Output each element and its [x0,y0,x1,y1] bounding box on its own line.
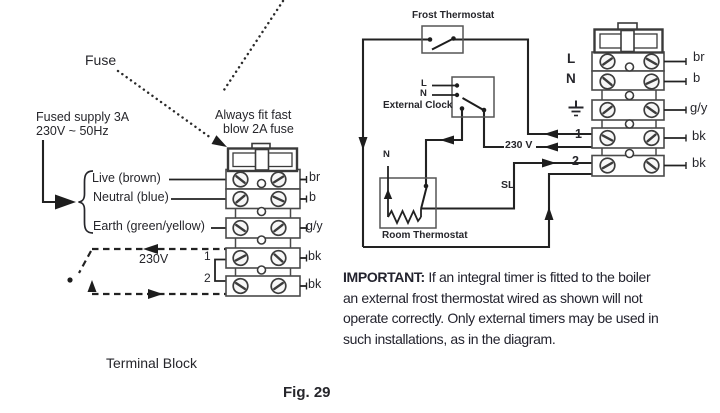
left-code-gy: g/y [306,219,323,233]
terminal-block-caption: Terminal Block [106,355,198,371]
contact-dot [460,106,465,111]
clock-live-label: L [421,78,427,89]
room-thermostat-box [380,166,436,228]
mount-hole [626,120,634,128]
supply-label-line1: Fused supply 3A [36,110,130,124]
external-clock-label: External Clock [383,100,453,111]
earth-symbol-icon [569,101,584,116]
fuse-callout-label: Fuse [85,52,117,68]
terminal-live-label: L [567,51,576,66]
important-note-label: IMPORTANT: [343,269,425,285]
flow-arrow-up [545,207,554,220]
right-wire-stubs [664,58,686,169]
dashed-switch-lever [79,251,91,273]
outer-loop-left [363,40,430,248]
right-code-gy: g/y [690,100,708,115]
supply-feed [43,140,93,233]
resistor-icon [388,211,421,223]
contact-dot [424,184,429,189]
contact-dot [428,37,433,42]
flow-arrow-left-2 [440,136,454,145]
switched-live-label: SL [501,179,515,191]
important-note-line1: IMPORTANT: If an integral timer is fitted to the boiler [343,269,651,285]
left-code-bk1: bk [308,249,322,263]
right-terminal1-label: 1 [575,127,582,141]
fuse-arrowhead [212,135,228,147]
figure-caption: Fig. 29 [283,384,331,401]
dashed-arrow-right [148,289,163,299]
supply-wire [43,140,55,202]
important-note-line2: an external frost thermostat wired as shown will not [343,289,643,306]
dashed-arrow-up [88,280,97,292]
right-code-br: br [693,49,705,64]
flow-arrow-right [542,159,556,168]
clock-neutral-label: N [420,88,427,99]
stat-neutral-label: N [383,149,390,160]
left-terminal1-label: 1 [204,249,211,263]
fuse-dotted-line [118,71,211,138]
clock-to-roomstat [426,109,462,186]
flow-arrow-down [359,137,368,150]
flow-arrow-left-1 [544,130,558,139]
terminal-link-jumper [215,260,226,282]
contact-dot [482,108,487,113]
left-fuse-holder [228,144,297,172]
contact-dot [455,93,459,97]
switch-lever [432,39,454,50]
mount-hole [258,236,266,244]
live-label: Live (brown) [92,171,161,185]
left-code-bk2: bk [308,277,322,291]
switch-lever [463,98,484,110]
mount-hole [258,180,266,188]
left-terminal-block [226,144,307,297]
important-note-line3: operate correctly. Only external timers may be used in [343,310,659,326]
right-voltage-label: 230 V [505,139,533,151]
fuse-window [256,150,269,171]
terminal-neutral-label: N [566,71,576,86]
mount-hole [258,208,266,216]
mount-hole [626,150,634,158]
left-code-br: br [309,170,321,184]
mount-hole [626,63,634,71]
right-code-bk2: bk [692,155,706,170]
left-code-b: b [309,190,316,204]
switch-contact-dot [67,277,72,282]
flow-arrow-up-small [384,189,392,199]
contact-dot [455,83,459,87]
right-code-bk1: bk [692,128,706,143]
room-thermostat-label: Room Thermostat [382,230,468,241]
fuse-note-line2: blow 2A fuse [223,122,294,136]
mount-hole [626,92,634,100]
left-voltage-label: 230V [139,252,169,266]
supply-label-line2: 230V ~ 50Hz [36,124,109,138]
fuse-dotted-line-2 [224,1,283,90]
brace-icon [79,171,94,233]
supply-arrowhead [55,195,76,210]
right-terminal-block [569,23,687,176]
mount-hole [258,266,266,274]
earth-label: Earth (green/yellow) [93,219,205,233]
fuse-window [621,31,634,52]
frost-thermostat-label: Frost Thermostat [412,10,495,21]
important-note [343,267,658,349]
fuse-note-line1: Always fit fast [215,108,292,122]
switch-lever [421,188,427,210]
important-note-line4: such installations, as in the diagram. [343,330,556,347]
flow-arrow-left-3 [544,143,558,152]
component-box [452,77,494,117]
neutral-label: Neutral (blue) [93,190,169,204]
right-terminal2-label: 2 [572,154,579,168]
right-code-b: b [693,70,701,85]
left-terminal2-label: 2 [204,271,211,285]
right-fuse-holder [595,23,663,53]
